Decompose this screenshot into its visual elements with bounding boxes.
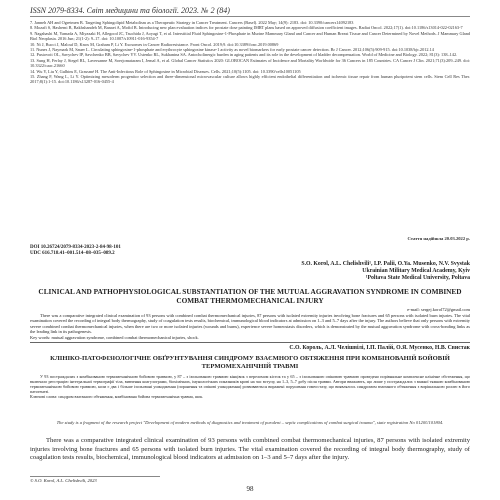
reference-item: 10. Ni J, Bucci J, Malouf D, Knox M, Graham P, Li Y. Exosomes in Cancer Radioresistance. Front Oncol. 2019;9. doi:10.3389/fonc.2019.00869 (30, 41, 279, 47)
article-title-en: CLINICAL AND PATHOPHYSIOLOGICAL SUBSTANTIATION OF THE MUTUAL AGGRAVATION SYNDROME IN COMBINED COMBAT THERMOMECHANICAL INJURY (38, 287, 462, 305)
divider (30, 342, 470, 343)
reference-item: 13. Sung H, Ferlay J, Siegel RL, Laversanne M, Soerjomataram I, Jemal A, et al. Global Cancer Statistics 2020: GLOBOCAN Estimates of Incidence and Mortality Worldwide for 36 Cancers in 185 Countries. CA Cancer J Clin. 2021;71(3):209–249. doi: 10.3322/caac.21660 (30, 57, 470, 69)
keywords-ua: Ключові слова: синдром взаємного обтяження, комбінована бойова термомеханічна травма, шок. (30, 393, 204, 399)
abstract-ua: У 93 постраждалих з комбінованою термомеханічною бойовою травмою, у 87 – з ізольованою травмою кінцівок з переломом кісток та у 65 – з ізольованою опіковою травмою проведено порівняльне комплексне клінічне обстеження, що включало реєстрацію інтегральної термографії тіла, вивчення коагулограми, біохімічних, імунологічних показників крові на час вступу, на 1–3, 5–7 добу після травми. Автори вважають, що лише у постраждалих з важкої тяжкою комбінованою термомеханічною бойовою травмою, коли є два і більше ізольовані ушкодження (поранення та опікові ушкодження) розвиваються виражені порушення гомеостазу, що виявлялось синдромом взаємного обтяження з вирішальною роллю в його патогенезі. (30, 373, 470, 394)
ukrainian-abstract-block (30, 345, 470, 399)
udc: UDC 616.718.41–001.514–08–035–089.2 (30, 251, 115, 257)
affiliation-2: ¹Poltava State Medical University, Poltava (365, 275, 470, 281)
keywords-en: Key words: mutual aggravation syndrome, combined combat thermomechanical injuries, shock. (30, 335, 199, 341)
article-title-ua: КЛІНІКО-ПАТОФІЗІОЛОГІЧНЕ ОБҐРУНТУВАННЯ СИНДРОМУ ВЗАЄМНОГО ОБТЯЖЕННЯ ПРИ КОМБІНОВАНІЙ БОЙОВІЙ ТЕРМОМЕХАНІЧНІЙ ТРАВМІ (50, 355, 450, 370)
journal-header: ISSN 2079-8334. Світ медицини та біології. 2023. № 2 (84) (30, 6, 470, 17)
reference-item: 11. Nunes J, Naymark M, Sauer L. Circulating sphingosine-1-phosphate and erythrocyte sphingosine kinase-1 activity as novel biomarkers for early prostate cancer detection. Br J Cancer. 2012;106(5):909-915. doi:10.1038/bjc.2012.14 (30, 47, 434, 53)
abstract-en: There was a comparative integrated clinical examination of 93 persons with combined combat thermomechanical injuries, 87 persons with isolated extremity injuries involving bone fractures and 65 persons with isolated burn injuries. The vital examination covered the recording of integral body thermography, study of coagulation tests results, biochemical, immunological blood indicators at admission on 1–3 and 5–7 days after the injury. The authors believe that only persons with extremity severe combined combat thermomechanical injuries, when there are two or more isolated injuries (wounds and burns), experience severe homeostasis disorders, which is demonstrated by the mutual aggravation syndrome with cross-bonding links as the leading link in its pathogenesis. (30, 313, 470, 334)
affiliation-1: Ukrainian Military Medical Academy, Kyiv (362, 268, 470, 274)
author-email: e-mail: sergej.korol72@gmail.com (407, 307, 470, 312)
reference-item: 12. Pustovoit OL, Savychev IP, Savchenko BB, Savychev YV. Ustenko RL, Sukhanina SA. Antocholinergic burden in aging patients and its role in the development of bladder decompensation. World of Medicine and Biology. 2022; 81(3): 138–142. (30, 52, 458, 58)
authors-en: S.O. Korol, A.L. Chelishvili¹, I.P. Palii, O.Ya. Musenko, N.V. Svystak (301, 261, 470, 267)
article-identifiers (30, 245, 121, 258)
intro-paragraph: There was a comparative integrated clinical examination of 93 persons with combined combat thermomechanical injuries, 87 persons with isolated extremity injuries involving bone fractures and 65 persons with isolated burn injuries. The vital examination covered the recording of integral body thermography, study of coagulation tests results, biochemical, immunological blood indicators at admission on 1–3 and 5–7 days after the injury. (30, 437, 470, 462)
page-number: 98 (246, 485, 254, 493)
reference-item: 15. Zhang F, Wang L, Li Y. Optimizing mesoderm progenitor selection and three-dimensional microvascular culture allows highly efficient endothelial differentiation and ischemic tissue repair from human pluripotent stem cells. Stem Cell Res Ther. 2017;8(1):1-15. doi:10.1186/s13287-016-0455-4 (30, 74, 470, 85)
english-abstract-block (30, 261, 470, 340)
reference-item: 7. Janneh AH and Ogretmen B. Targeting Sphingolipid Metabolism as a Therapeutic Strategy in Cancer Treatment. Cancers (Basel). 2022 May; 14(9): 2183. doi: 10.3390/cancers14092183 (30, 20, 354, 25)
funding-footnote: The study is a fragment of the research project "Development of modern methods of diagnostics and treatment of purulent – septic complications of combat surgical trauma", state registration No 0120U101804. (56, 420, 444, 425)
copyright: © S.O. Korol, A.L. Chelishvili, 2023 (30, 476, 160, 483)
reference-item: 14. Wu Y, Liu Y, Gulbins E, Grassmé H. The Anti-Infectious Role of Sphingosine in Microbial Diseases. Cells. 2021;10(5):1105. doi: 10.3390/cells10051105 (30, 68, 301, 74)
doi: DOI 10.26724/2079-8334-2023-2-84-98-101 (30, 245, 121, 250)
reference-item: 9. Nagahashi M, Yamada A, Miyazaki H, Allegood JC, Tsuchida J, Aoyagi T, et al. Interstitial Fluid Sphingosine-1-Phosphate in Murine Mammary Gland and Cancer and Human Breast Tissue and Cancer Determined by Novel Methods. J Mammary Gland Biol Neoplasia. 2016 Jun; 21(1-2): 9–17. doi: 10.1007/s10911-016-9354-7 (30, 30, 470, 42)
reference-item: 8. Mozafi S, Hashemi B, Bakhshandeh M, Banaei A, Mofid B. Introducing new plan evaluation indices for prostate dose painting IMRT plans based on approved diffusion coefficient images. Radiat Oncol. 2022;17(1). doi:10.1186/s13014-022-02163-7 (30, 25, 463, 31)
authors-ua: С.О. Король, А.Л. Челішвілі, І.П. Палій, О.Я. Мусенко, Н.В. Свистак (289, 345, 470, 351)
reference-list (30, 20, 470, 85)
received-date: Стаття надійшла 20.03.2022 р. (407, 236, 470, 241)
